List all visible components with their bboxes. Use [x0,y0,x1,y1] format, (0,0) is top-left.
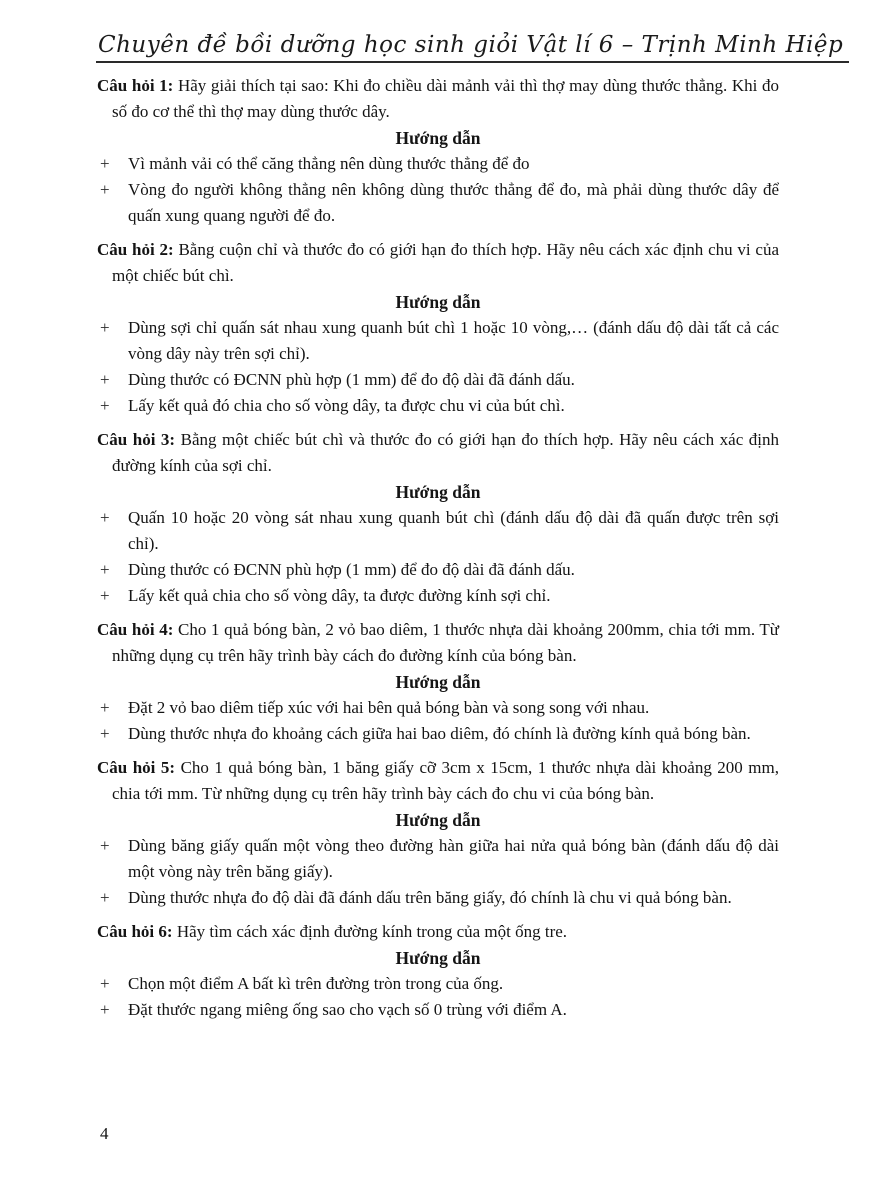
question-section-3 [97,427,779,609]
bullet-text: Vì mảnh vải có thể căng thẳng nên dùng thước thẳng để đo [128,154,530,173]
header-title: Chuyên đề bồi dưỡng học sinh giỏi Vật lí 6 – Trịnh Minh Hiệp [96,32,849,63]
answer-bullet [97,833,779,885]
question-text: Bằng cuộn chỉ và thước đo có giới hạn đo thích hợp. Hãy nêu cách xác định chu vi của một chiếc bút chì. [112,240,780,285]
question-text: Bằng một chiếc bút chì và thước đo có giới hạn đo thích hợp. Hãy nêu cách xác định đường kính của sợi chỉ. [112,430,780,475]
guide-heading: Hướng dẫn [395,948,481,968]
bullet-text: Dùng thước nhựa đo khoảng cách giữa hai bao diêm, đó chính là đường kính quả bóng bàn. [128,724,751,743]
bullet-text: Lấy kết quả chia cho số vòng dây, ta được đường kính sợi chỉ. [128,586,551,605]
plus-marker: + [100,586,110,605]
plus-marker: + [100,370,110,389]
plus-marker: + [100,698,110,717]
plus-marker: + [100,974,110,993]
answer-bullet [97,557,779,583]
answer-bullet [97,151,779,177]
answer-bullet [97,695,779,721]
answer-bullet [97,971,779,997]
bullet-text: Vòng đo người không thẳng nên không dùng thước thẳng để đo, mà phải dùng thước dây để quấn xung quang người để đo. [128,180,779,225]
question-label: Câu hỏi 4: [97,620,174,639]
question-paragraph [97,617,779,669]
question-label: Câu hỏi 2: [97,240,174,259]
plus-marker: + [100,836,110,855]
answer-bullet [97,177,779,229]
question-label: Câu hỏi 5: [97,758,176,777]
bullet-text: Dùng sợi chỉ quấn sát nhau xung quanh bút chì 1 hoặc 10 vòng,… (đánh dấu độ dài tất cả các vòng dây này trên sợi chỉ). [128,318,779,363]
plus-marker: + [100,154,110,173]
question-paragraph [97,755,779,807]
question-paragraph [97,237,779,289]
question-paragraph [97,919,779,945]
bullet-text: Dùng băng giấy quấn một vòng theo đường hàn giữa hai nửa quả bóng bàn (đánh dấu độ dài một vòng này trên băng giấy). [128,836,779,881]
bullet-text: Chọn một điểm A bất kì trên đường tròn trong của ống. [128,974,504,993]
bullet-text: Quấn 10 hoặc 20 vòng sát nhau xung quanh bút chì (đánh dấu độ dài đã quấn được trên sợi chỉ). [128,508,779,553]
bullet-text: Đặt thước ngang miêng ống sao cho vạch số 0 trùng với điểm A. [128,1000,567,1019]
question-label: Câu hỏi 3: [97,430,176,449]
plus-marker: + [100,180,110,199]
plus-marker: + [100,318,110,337]
question-paragraph [97,73,779,125]
bullet-text: Dùng thước có ĐCNN phù hợp (1 mm) để đo độ dài đã đánh dấu. [128,560,575,579]
page-header [96,0,875,63]
question-label: Câu hỏi 1: [97,76,174,95]
question-text: Cho 1 quả bóng bàn, 2 vỏ bao diêm, 1 thước nhựa dài khoảng 200mm, chia tới mm. Từ những dụng cụ trên hãy trình bày cách đo đường kính của bóng bàn. [112,620,780,665]
answer-bullet [97,367,779,393]
question-paragraph [97,427,779,479]
answer-bullet [97,393,779,419]
bullet-text: Dùng thước có ĐCNN phù hợp (1 mm) để đo độ dài đã đánh dấu. [128,370,575,389]
plus-marker: + [100,888,110,907]
page-number: 4 [100,1124,109,1143]
plus-marker: + [100,560,110,579]
plus-marker: + [100,1000,110,1019]
question-text: Cho 1 quả bóng bàn, 1 băng giấy cỡ 3cm x 15cm, 1 thước nhựa dài khoảng 200 mm, chia tới mm. Từ những dụng cụ trên hãy trình bày cách đo chu vi của bóng bàn. [112,758,779,803]
answer-bullet [97,885,779,911]
answer-bullet [97,721,779,747]
answer-bullet [97,315,779,367]
question-section-2 [97,237,779,419]
guide-heading: Hướng dẫn [395,810,481,830]
bullet-text: Đặt 2 vỏ bao diêm tiếp xúc với hai bên quả bóng bàn và song song với nhau. [128,698,650,717]
guide-heading: Hướng dẫn [395,482,481,502]
answer-bullet [97,583,779,609]
answer-bullet [97,997,779,1023]
answer-bullet [97,505,779,557]
page-content [97,73,779,1023]
bullet-text: Lấy kết quả đó chia cho số vòng dây, ta được chu vi của bút chì. [128,396,565,415]
guide-heading: Hướng dẫn [395,128,481,148]
question-label: Câu hỏi 6: [97,922,173,941]
plus-marker: + [100,396,110,415]
plus-marker: + [100,508,110,527]
plus-marker: + [100,724,110,743]
question-section-4 [97,617,779,747]
question-text: Hãy tìm cách xác định đường kính trong của một ống tre. [176,922,568,941]
guide-heading: Hướng dẫn [395,292,481,312]
bullet-text: Dùng thước nhựa đo độ dài đã đánh dấu trên băng giấy, đó chính là chu vi quả bóng bàn. [128,888,732,907]
question-section-1 [97,73,779,229]
question-section-5 [97,755,779,911]
guide-heading: Hướng dẫn [395,672,481,692]
question-text: Hãy giải thích tại sao: Khi đo chiều dài mảnh vải thì thợ may dùng thước thẳng. Khi đo số đo cơ thể thì thợ may dùng thước dây. [112,76,779,121]
question-section-6 [97,919,779,1023]
